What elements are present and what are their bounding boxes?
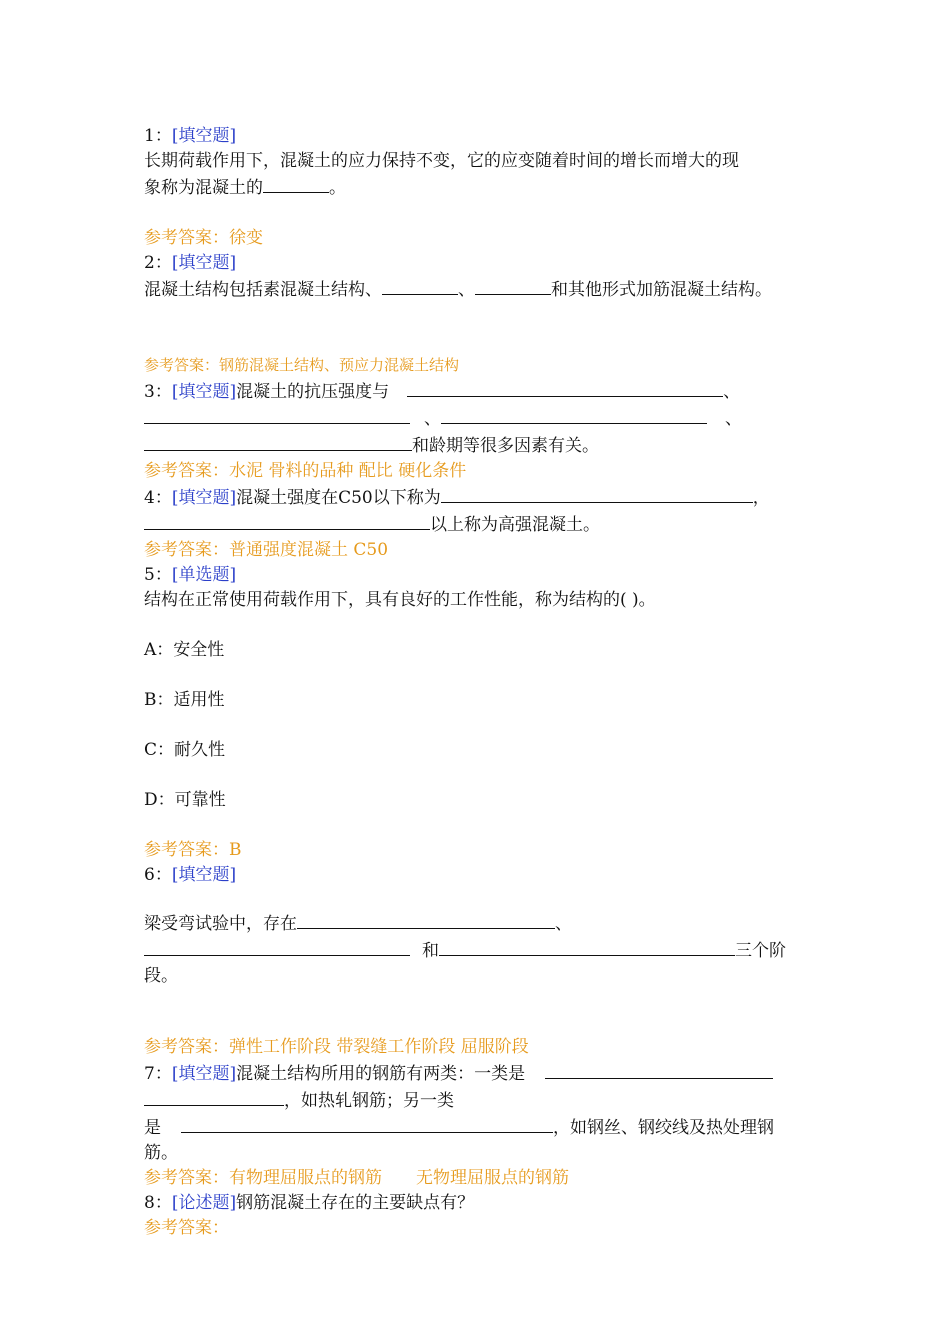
q6-stem-line2 — [144, 937, 824, 964]
q1-number: 1： — [144, 126, 172, 146]
q1-stem-line1: 长期荷载作用下，混凝土的应力保持不变，它的应变随着时间的增长而增大的现 — [144, 151, 739, 171]
q6-blank-3[interactable] — [439, 937, 735, 956]
q5-stem: 结构在正常使用荷载作用下，具有良好的工作性能，称为结构的( )。 — [144, 590, 656, 610]
q4-blank-2[interactable] — [144, 511, 430, 530]
q1-header — [144, 124, 824, 149]
q3-stem-text: 混凝土的抗压强度与 — [236, 382, 390, 402]
q2-blank-1[interactable] — [382, 276, 458, 295]
q7-answer: 参考答案：有物理屈服点的钢筋 无物理屈服点的钢筋 — [144, 1168, 569, 1188]
q4-header — [144, 484, 824, 511]
q7-blank-1b[interactable] — [144, 1087, 284, 1106]
q7-blank-1a[interactable] — [545, 1060, 773, 1079]
q3-answer: 参考答案：水泥 骨料的品种 配比 硬化条件 — [144, 461, 467, 481]
q1-blank[interactable] — [263, 174, 329, 193]
q7-stem-line2 — [144, 1087, 824, 1114]
q7-blank-2[interactable] — [181, 1114, 553, 1133]
q1-type-tag: [填空题] — [171, 126, 237, 146]
q4-stem-text: 混凝土强度在C50以下称为 — [236, 488, 441, 508]
q7-type-tag: [填空题] — [171, 1064, 237, 1084]
q3-stem-line2 — [144, 405, 824, 432]
q8-answer: 参考答案： — [144, 1218, 229, 1238]
q7-header — [144, 1060, 824, 1087]
q6-number: 6： — [144, 865, 172, 885]
q7-number: 7： — [144, 1064, 172, 1084]
q1-answer: 参考答案：徐变 — [144, 228, 263, 248]
q2-sep: 、 — [458, 280, 475, 300]
q6-answer: 参考答案：弹性工作阶段 带裂缝工作阶段 屈服阶段 — [144, 1037, 529, 1057]
q6-stem-line1 — [144, 910, 824, 937]
q5-option-d[interactable]: D：可靠性 — [144, 790, 226, 810]
q4-number: 4： — [144, 488, 172, 508]
question-list — [144, 124, 824, 1241]
q3-sep-2: 、 — [424, 409, 441, 429]
q3-stem-line3 — [144, 432, 824, 459]
q6-sep: 、 — [555, 914, 572, 934]
q3-blank-4[interactable] — [144, 432, 412, 451]
q7-stem-end: ，如钢丝、钢绞线及热处理钢 — [553, 1118, 774, 1138]
q3-blank-2[interactable] — [144, 405, 410, 424]
q2-stem — [144, 276, 824, 303]
q1-stem-text: 象称为混凝土的 — [144, 178, 263, 198]
q5-header — [144, 563, 824, 588]
q6-blank-2[interactable] — [144, 937, 410, 956]
q7-stem-text: 混凝土结构所用的钢筋有两类：一类是 — [236, 1064, 526, 1084]
q5-type-tag: [单选题] — [171, 565, 237, 585]
q2-blank-2[interactable] — [475, 276, 551, 295]
q3-stem-end: 和龄期等很多因素有关。 — [412, 436, 599, 456]
q8-number: 8： — [144, 1193, 172, 1213]
q5-answer: 参考答案：B — [144, 840, 242, 860]
q4-type-tag: [填空题] — [171, 488, 237, 508]
q3-blank-1[interactable] — [407, 378, 723, 397]
q7-stem-text-2: ，如热轧钢筋；另一类 — [284, 1091, 454, 1111]
q6-stem-end: 三个阶 — [735, 941, 786, 961]
q3-sep-3: 、 — [725, 409, 742, 429]
q8-header — [144, 1191, 824, 1216]
q6-header — [144, 863, 824, 888]
q6-blank-1[interactable] — [297, 910, 555, 929]
q5-option-a[interactable]: A：安全性 — [144, 640, 225, 660]
q2-type-tag: [填空题] — [171, 253, 237, 273]
q3-header — [144, 378, 824, 405]
q8-type-tag: [论述题] — [171, 1193, 237, 1213]
q3-type-tag: [填空题] — [171, 382, 237, 402]
q3-sep-1: 、 — [723, 382, 741, 402]
q4-stem-line2 — [144, 511, 824, 538]
q6-mid: 和 — [422, 941, 439, 961]
q6-stem-text: 梁受弯试验中，存在 — [144, 914, 297, 934]
q4-blank-1[interactable] — [441, 484, 753, 503]
q7-stem-line3 — [144, 1114, 824, 1141]
q2-stem-text: 混凝土结构包括素混凝土结构、 — [144, 280, 382, 300]
q8-stem: 钢筋混凝土存在的主要缺点有？ — [236, 1193, 475, 1213]
q2-number: 2： — [144, 253, 172, 273]
q2-header — [144, 251, 824, 276]
q7-stem-line4: 筋。 — [144, 1143, 178, 1163]
q1-stem-line2 — [144, 174, 824, 201]
q3-number: 3： — [144, 382, 172, 402]
q6-stem-line3: 段。 — [144, 966, 178, 986]
q1-stem-end: 。 — [329, 178, 346, 198]
q4-stem-end: 以上称为高强混凝土。 — [430, 515, 600, 535]
q4-comma: ， — [752, 488, 770, 508]
q2-stem-end: 和其他形式加筋混凝土结构。 — [551, 280, 772, 300]
q6-type-tag: [填空题] — [171, 865, 237, 885]
q2-answer: 参考答案：钢筋混凝土结构、预应力混凝土结构 — [144, 356, 460, 374]
q4-answer: 参考答案：普通强度混凝土 C50 — [144, 540, 389, 560]
q5-number: 5： — [144, 565, 172, 585]
q3-blank-3[interactable] — [441, 405, 707, 424]
q7-stem-text-3: 是 — [144, 1118, 161, 1138]
q5-option-b[interactable]: B：适用性 — [144, 690, 225, 710]
q5-option-c[interactable]: C：耐久性 — [144, 740, 226, 760]
